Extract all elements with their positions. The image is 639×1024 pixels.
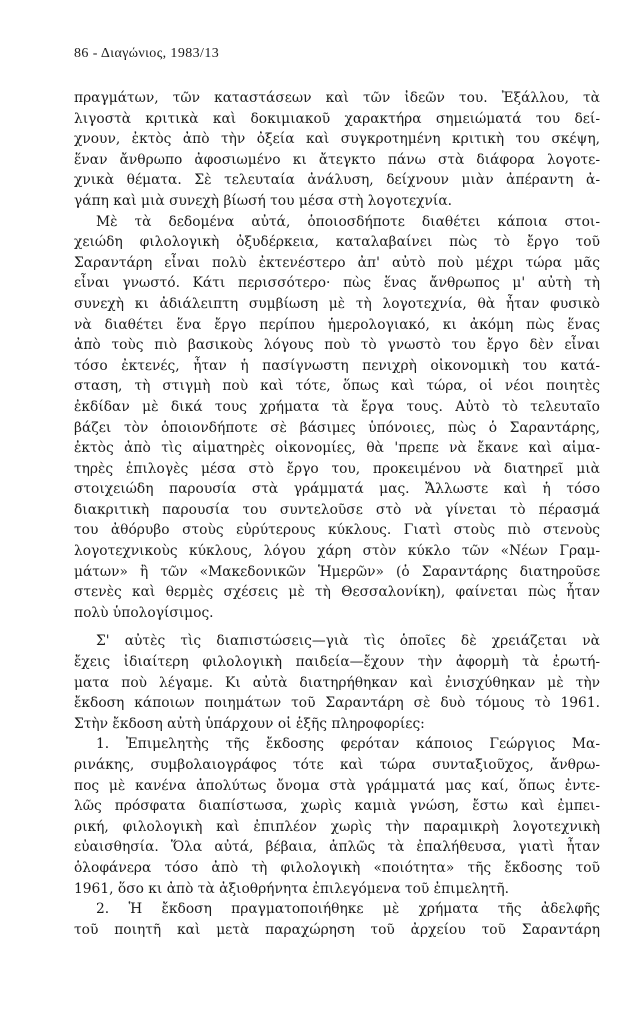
text-line: 1. Ἐπιμελητὴς τῆς ἔκδοσης φερόταν κάποιος Γεώργιος Μα- <box>96 736 600 753</box>
text-line: Σαραντάρη εἶναι πολὺ ἐκτενέστερο ἀπ' αὐτὸ ποὺ μέχρι τώρα μᾶς <box>74 254 600 271</box>
paragraph-3 <box>74 631 600 734</box>
text-line: τηρὲς ἐπιλογὲς μέσα στὸ ἔργο του, προκειμένου νὰ διατηρεῖ μιὰ <box>74 460 600 477</box>
text-line: ρινάκης, συμβολαιογράφος τότε καὶ τώρα συνταξιοῦχος, ἄνθρω- <box>74 757 600 773</box>
body-text <box>74 88 600 940</box>
text-line: ἐκτὸς ἀπὸ τὶς αἱματηρὲς οἰκονομίες, θὰ 'πρεπε νὰ ἔκανε καὶ αἱμα- <box>74 440 600 457</box>
text-line: ἔχεις ἰδιαίτερη φιλολογικὴ παιδεία—ἔχουν τὴν ἀφορμὴ τὰ ἐρωτή- <box>74 654 600 671</box>
text-line: λῶς πρόσφατα διαπίστωσα, χωρὶς καμιὰ γνώση, ἔστω καὶ ἐμπει- <box>74 798 600 815</box>
text-line: Μὲ τὰ δεδομένα αὐτά, ὁποιοσδήποτε διαθέτει κάποια στοι- <box>96 213 600 230</box>
text-line: ἀπὸ τοὺς πιὸ βασικοὺς λόγους ποὺ τὸ γνωστὸ του ἔργο δὲν εἶναι <box>74 337 600 354</box>
text-line: εὐαισθησία. Ὅλα αὐτά, βέβαια, ἁπλῶς τὰ ἐπαλήθευσα, γιατὶ ἦταν <box>74 839 600 856</box>
text-line: χνουν, ἐκτὸς ἀπὸ τὴν ὀξεία καὶ συγκροτημένη κριτικὴ του σκέψη, <box>74 131 600 148</box>
paragraph-1 <box>74 88 600 212</box>
text-line: πραγμάτων, τῶν καταστάσεων καὶ τῶν ἰδεῶν του. Ἐξάλλου, τὰ <box>74 90 600 106</box>
text-line: διακριτικὴ παρουσία του συντελοῦσε στὸ νὰ γίνεται τὸ πέρασμά <box>74 501 600 518</box>
text-line: ρική, φιλολογικὴ καὶ ἐπιπλέον χωρὶς τὴν παραμικρὴ λογοτεχνικὴ <box>74 818 600 835</box>
text-line: συνεχὴ κι ἀδιάλειπτη συμβίωση μὲ τὴ λογοτεχνία, θὰ ἦταν φυσικὸ <box>74 295 600 312</box>
text-line: στοιχειώδη παρουσία στὰ γράμματά μας. Ἄλλωστε καὶ ἡ τόσο <box>74 481 600 498</box>
numbered-item-2 <box>74 899 600 940</box>
text-line: ἕναν ἄνθρωπο ἀφοσιωμένο κι ἄτεγκτο πάνω στὰ διάφορα λογοτε- <box>74 151 600 168</box>
text-line: Σ' αὐτὲς τὶς διαπιστώσεις—γιὰ τὶς ὁποῖες δὲ χρειάζεται νὰ <box>96 633 600 650</box>
text-line: σταση, τὴ στιγμὴ ποὺ καὶ τότε, ὅπως καὶ τώρα, οἱ νέοι ποιητὲς <box>74 378 600 395</box>
text-line: εἶναι γνωστό. Κάτι περισσότερο· πὼς ἕνας ἄνθρωπος μ' αὐτὴ τὴ <box>74 275 600 292</box>
text-line: γάπη καὶ μιὰ συνεχὴ βίωσή του μέσα στὴ λογοτεχνία. <box>74 192 453 209</box>
text-line: ματα ποὺ λέγαμε. Κι αὐτὰ διατηρήθηκαν καὶ ἐνισχύθηκαν μὲ τὴν <box>74 674 600 691</box>
text-line: πος μὲ κανένα ἀπολύτως ὄνομα στὰ γράμματά μας καί, ὅπως ἐντε- <box>74 777 600 794</box>
text-line: 1961, ὅσο κι ἀπὸ τὰ ἀξιοθρήνητα ἐπιλεγόμενα τοῦ ἐπιμελητῆ. <box>74 880 509 897</box>
text-line: ἔκδοση κάποιων ποιημάτων τοῦ Σαραντάρη σὲ δυὸ τόμους τὸ 1961. <box>74 695 600 712</box>
text-line: χειώδη φιλολογικὴ ὀξυδέρκεια, καταλαβαίνει πὼς τὸ ἔργο τοῦ <box>74 234 600 251</box>
text-line: ὁλοφάνερα τόσο ἀπὸ τὴ φιλολογικὴ «ποιότητα» τῆς ἔκδοσης τοῦ <box>74 859 600 876</box>
text-line: τοῦ ποιητῆ καὶ μετὰ παραχώρηση τοῦ ἀρχείου τοῦ Σαραντάρη <box>74 921 600 938</box>
text-line: λιγοστὰ κριτικὰ καὶ δοκιμιακοῦ χαρακτήρα σημειώματά του δεί- <box>74 110 600 127</box>
text-line: χνικὰ θέματα. Σὲ τελευταία ἀνάλυση, δείχνουν μιὰν ἀπέραντη ἀ- <box>74 172 600 189</box>
text-line: 2. Ἡ ἔκδοση πραγματοποιήθηκε μὲ χρήματα τῆς ἀδελφῆς <box>96 901 600 918</box>
text-line: νὰ διαθέτει ἕνα ἔργο περίπου ἡμερολογιακό, κι ἀκόμη πὼς ἕνας <box>74 316 600 333</box>
text-line: στενὲς καὶ θερμὲς σχέσεις μὲ τὴ Θεσσαλονίκη), φαίνεται πὼς ἦταν <box>74 584 600 601</box>
paragraph-2 <box>74 212 600 624</box>
text-line: μάτων» ἢ τῶν «Μακεδονικῶν Ἡμερῶν» (ὁ Σαραντάρης διατηροῦσε <box>74 563 600 580</box>
text-line: τόσο ἐκτενές, ἦταν ἡ πασίγνωστη πενιχρὴ οἰκονομικὴ του κατά- <box>74 357 600 374</box>
text-line: λογοτεχνικοὺς κύκλους, λόγου χάρη στὸν κύκλο τῶν «Νέων Γραμ- <box>74 543 600 560</box>
text-line: του ἀθόρυβο στοὺς εὐρύτερους κύκλους. Γιατὶ στοὺς πιὸ στενοὺς <box>74 522 600 539</box>
text-line: ἐκδίδαν μὲ δικά τους χρήματα τὰ ἔργα τους. Αὐτὸ τὸ τελευταῖο <box>74 398 600 415</box>
numbered-item-1 <box>74 734 600 899</box>
text-line: Στὴν ἔκδοση αὐτὴ ὑπάρχουν οἱ ἑξῆς πληροφορίες: <box>74 715 425 732</box>
running-header: 86 - Διαγώνιος, 1983/13 <box>74 46 220 61</box>
text-line: πολὺ ὑπολογίσιμος. <box>74 604 214 621</box>
paragraph-gap <box>74 623 600 631</box>
text-line: βάζει τὸν ὁποιονδήποτε σὲ βάσιμες ὑπόνοιες, πὼς ὁ Σαραντάρης, <box>74 419 600 436</box>
